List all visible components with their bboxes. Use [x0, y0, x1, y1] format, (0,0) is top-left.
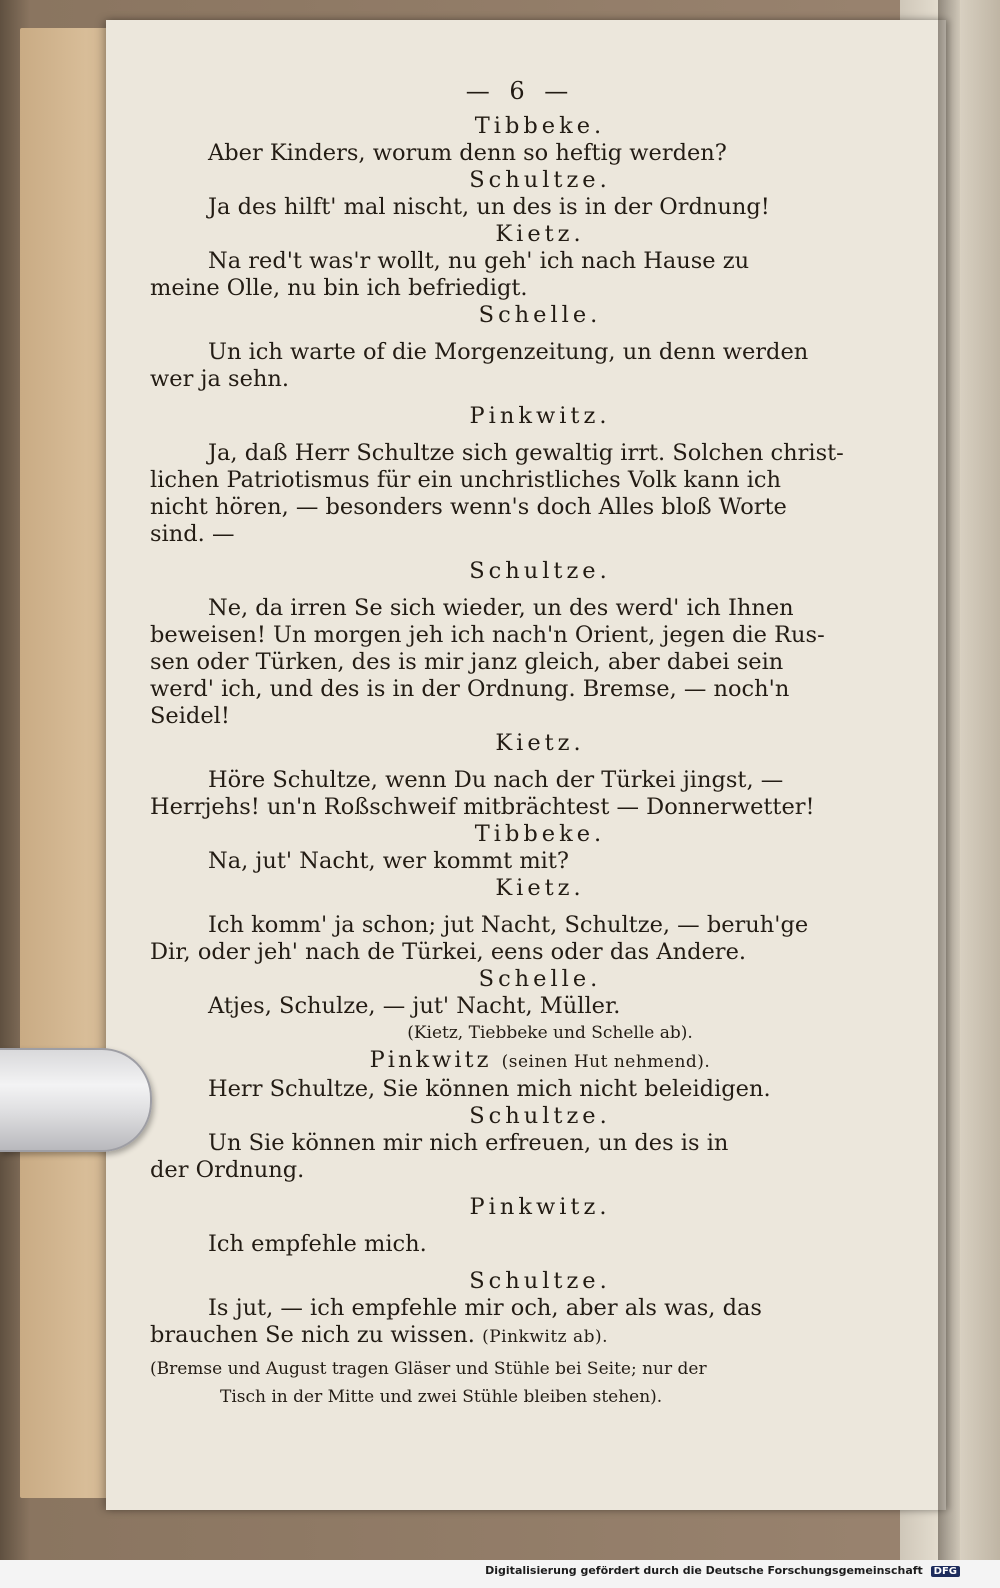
dialogue-line: Höre Schultze, wenn Du nach der Türkei jingst, —	[208, 767, 784, 793]
speaker-name: Schelle.	[478, 966, 602, 992]
speaker-name: Tibbeke.	[474, 821, 606, 847]
page-text	[150, 78, 890, 1411]
dialogue-line: Ich empfehle mich.	[208, 1231, 427, 1257]
speaker-name: Kietz.	[495, 875, 585, 901]
stage-direction: (seinen Hut nehmend).	[501, 1052, 711, 1072]
dialogue-line: nicht hören, — besonders wenn's doch Alles bloß Worte	[150, 494, 787, 520]
page-number: — 6 —	[465, 77, 575, 105]
speaker-name: Schelle.	[478, 302, 602, 328]
speaker-name: Pinkwitz	[369, 1047, 502, 1073]
dfg-logo: DFG	[931, 1566, 960, 1577]
dialogue-line: meine Olle, nu bin ich befriedigt.	[150, 275, 528, 301]
dialogue-line: sind. —	[150, 521, 235, 547]
dialogue-line: wer ja sehn.	[150, 366, 290, 392]
dialogue-line: Ich komm' ja schon; jut Nacht, Schultze, — beruh'ge	[208, 912, 809, 938]
dialogue-line: Seidel!	[150, 703, 230, 729]
dialogue-line: Herrjehs! un'n Roßschweif mitbrächtest — Donnerwetter!	[150, 794, 815, 820]
dialogue-line: Aber Kinders, worum denn so heftig werden?	[208, 140, 727, 166]
dialogue-line: lichen Patriotismus für ein unchristliches Volk kann ich	[150, 467, 782, 493]
stage-direction: (Kietz, Tiebbeke und Schelle ab).	[407, 1023, 693, 1043]
speaker-name: Tibbeke.	[474, 113, 606, 139]
spine-shadow	[938, 0, 960, 1560]
stage-direction-line: Tisch in der Mitte und zwei Stühle bleiben stehen).	[220, 1387, 663, 1407]
scanner-thumb-clip	[0, 1048, 152, 1152]
dialogue-line: Na, jut' Nacht, wer kommt mit?	[208, 848, 569, 874]
speaker-name: Schultze.	[469, 167, 611, 193]
stage-direction: (Pinkwitz ab).	[482, 1327, 609, 1347]
dialogue-line: sen oder Türken, des is mir janz gleich, aber dabei sein	[150, 649, 784, 675]
dialogue-line: Na red't was'r wollt, nu geh' ich nach Hause zu	[208, 248, 750, 274]
dialogue-line: Ja, daß Herr Schultze sich gewaltig irrt. Solchen christ-	[208, 440, 844, 466]
speaker-name: Kietz.	[495, 221, 585, 247]
dialogue-line: Is jut, — ich empfehle mir och, aber als was, das	[208, 1295, 762, 1321]
dialogue-line: Ne, da irren Se sich wieder, un des werd' ich Ihnen	[208, 595, 794, 621]
speaker-name: Kietz.	[495, 730, 585, 756]
dialogue-line: Un ich warte of die Morgenzeitung, un denn werden	[208, 339, 809, 365]
footer-text: Digitalisierung gefördert durch die Deutsche Forschungsgemeinschaft	[485, 1564, 923, 1577]
stage-direction-block	[150, 1355, 890, 1411]
play-content	[150, 113, 890, 1411]
speaker-name: Schultze.	[469, 1103, 611, 1129]
dialogue-text: brauchen Se nich zu wissen.	[150, 1322, 483, 1348]
speaker-name: Schultze.	[469, 1268, 611, 1294]
dialogue-line: Herr Schultze, Sie können mich nicht beleidigen.	[208, 1076, 771, 1102]
stage-direction-line: (Bremse und August tragen Gläser und Stühle bei Seite; nur der	[150, 1359, 707, 1379]
speaker-name: Pinkwitz.	[469, 1194, 611, 1220]
speaker-with-direction	[150, 1047, 890, 1076]
funding-footer	[485, 1564, 960, 1577]
dialogue-line: Ja des hilft' mal nischt, un des is in der Ordnung!	[208, 194, 770, 220]
dialogue-line: Atjes, Schulze, — jut' Nacht, Müller.	[208, 993, 621, 1019]
dialogue-line: Un Sie können mir nich erfreuen, un des is in	[208, 1130, 729, 1156]
dialogue-line: Dir, oder jeh' nach de Türkei, eens oder das Andere.	[150, 939, 747, 965]
dialogue-line	[150, 1322, 890, 1351]
dialogue-line: der Ordnung.	[150, 1157, 305, 1183]
dialogue-line: werd' ich, und des is in der Ordnung. Bremse, — noch'n	[150, 676, 790, 702]
speaker-name: Schultze.	[469, 558, 611, 584]
dialogue-line: beweisen! Un morgen jeh ich nach'n Orient, jegen die Rus-	[150, 622, 825, 648]
speaker-name: Pinkwitz.	[469, 403, 611, 429]
